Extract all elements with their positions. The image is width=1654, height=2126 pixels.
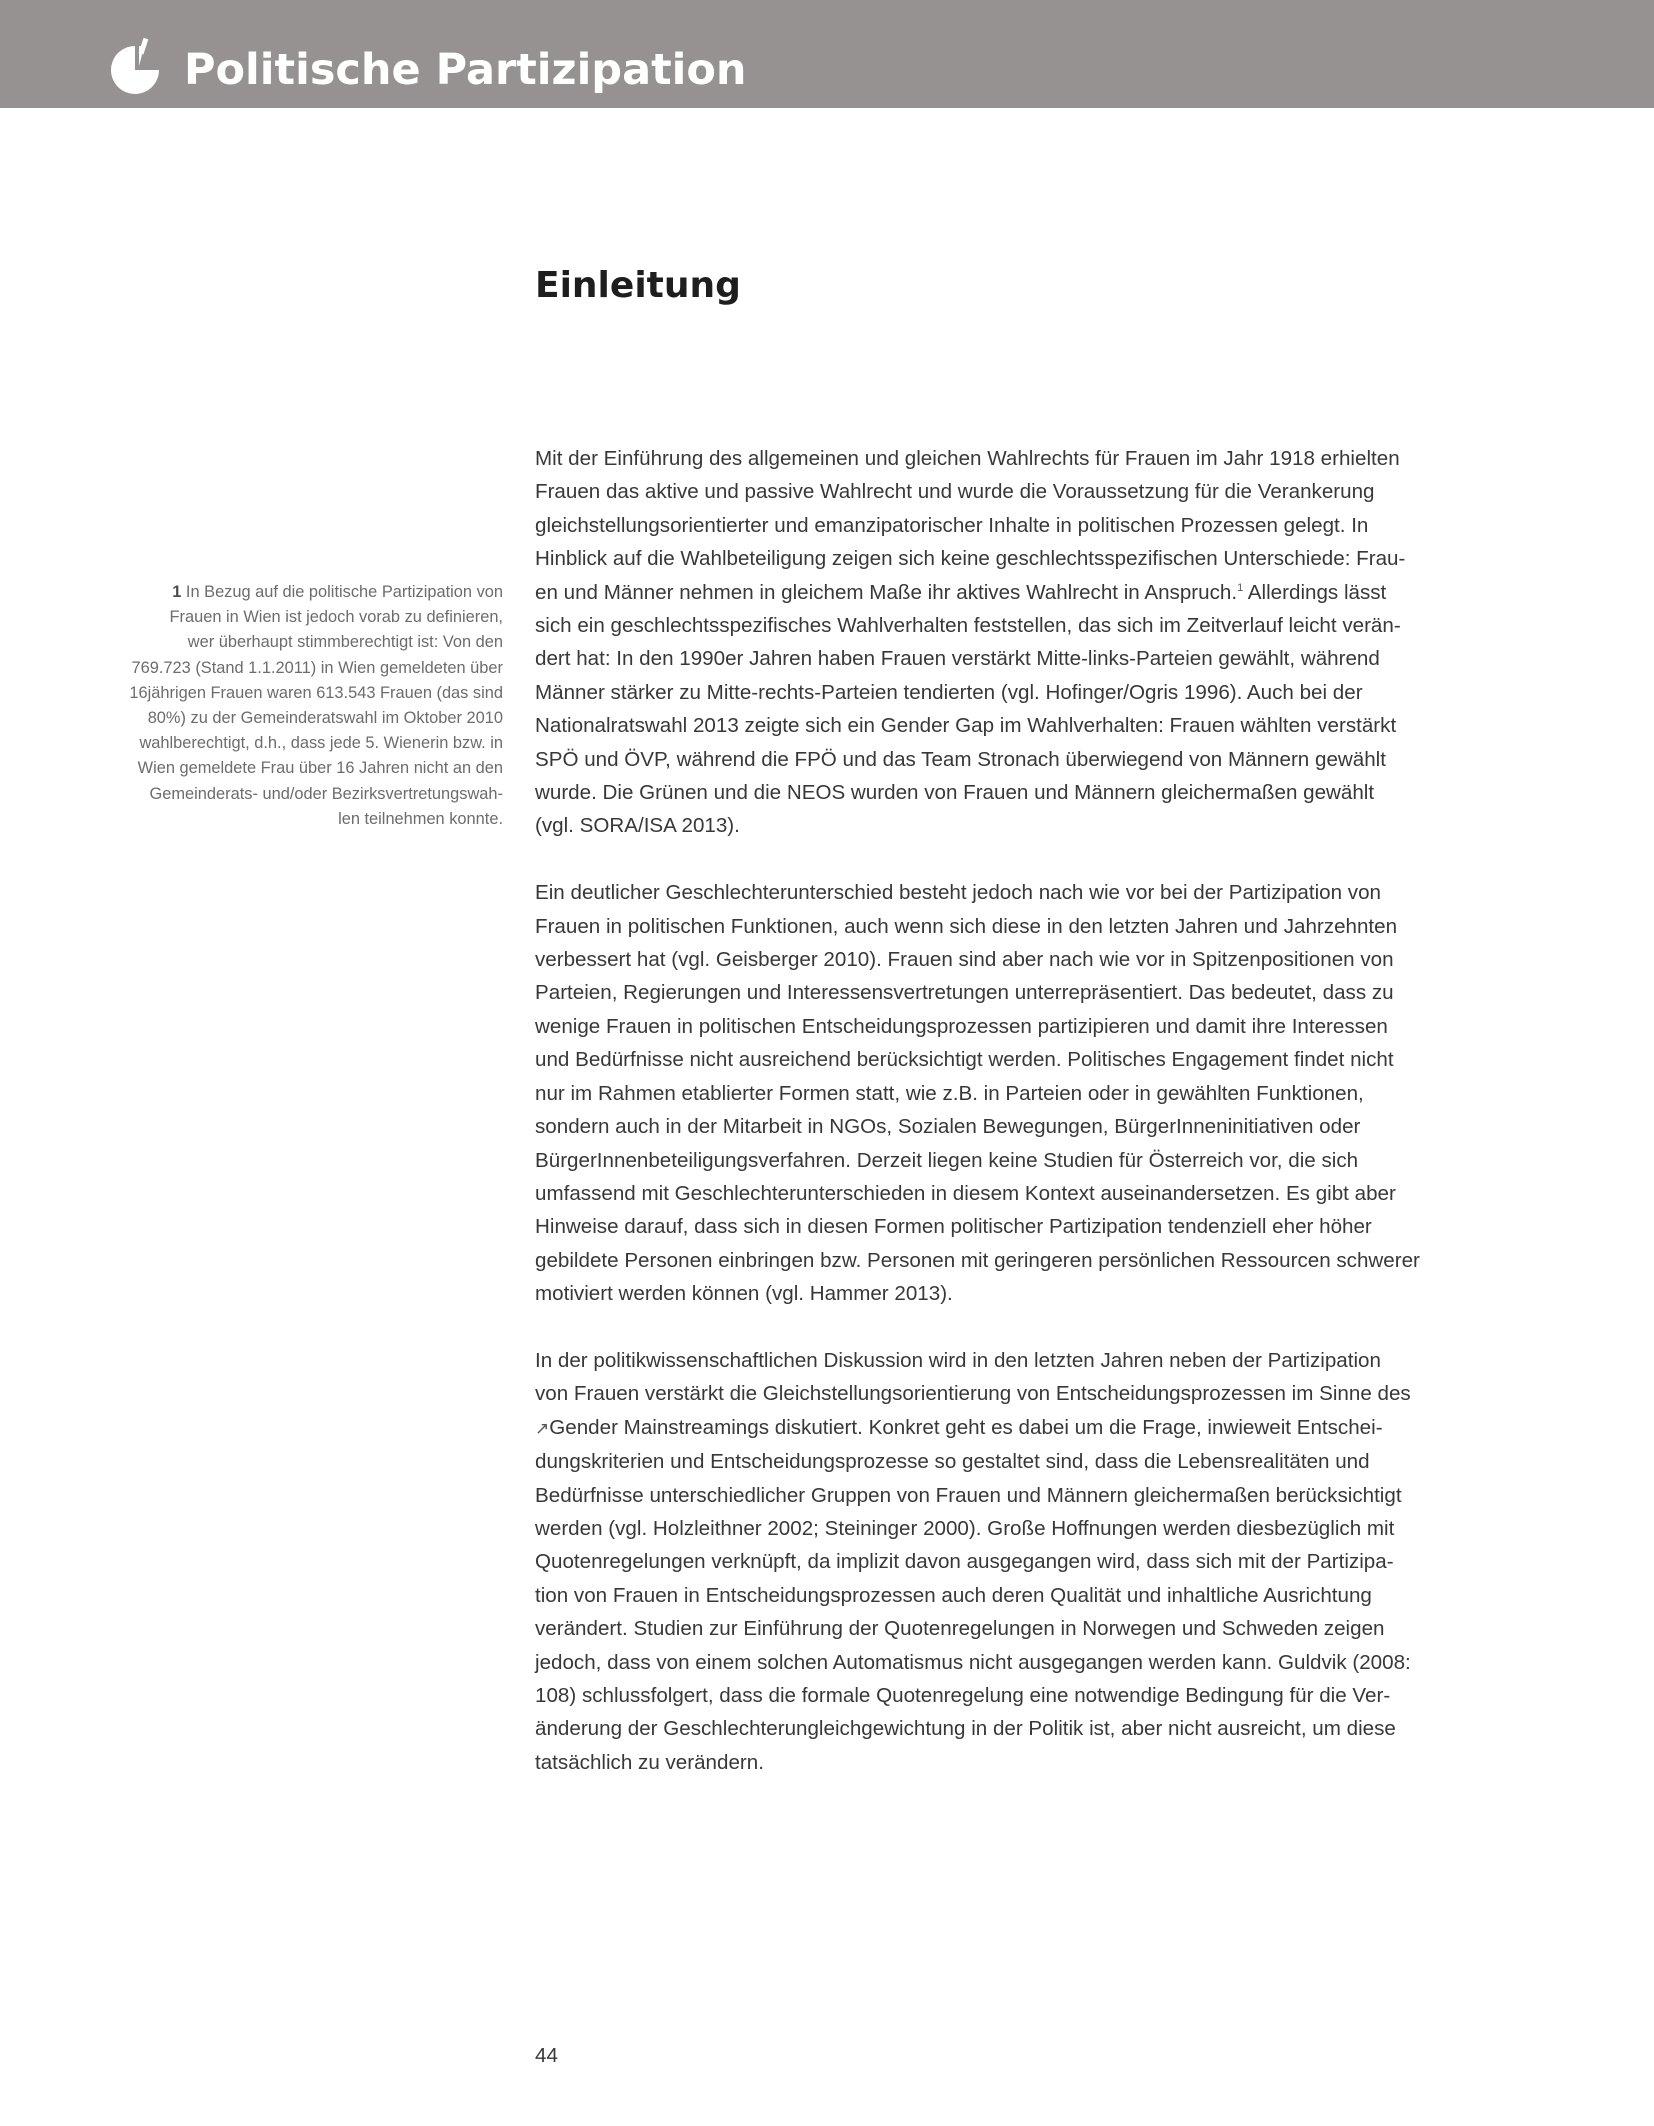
text-line: Ein deutlicher Geschlechterunterschied besteht jedoch nach wie vor bei der Partizipation von bbox=[535, 881, 1381, 905]
footnote-reference[interactable]: 1 bbox=[1237, 581, 1244, 594]
header-title: Politische Partizipation bbox=[184, 45, 747, 95]
text-line: SPÖ und ÖVP, während die FPÖ und das Team Stronach überwiegend von Männern gewählt bbox=[535, 747, 1386, 771]
text-line: und Bedürfnisse nicht ausreichend berücksichtigt werden. Politisches Engagement findet nicht bbox=[535, 1048, 1394, 1072]
text-line: 108) schlussfolgert, dass die formale Quotenregelung eine notwendige Bedingung für die Ver- bbox=[535, 1684, 1391, 1707]
glossary-arrow-icon[interactable]: ↗ bbox=[535, 1418, 550, 1438]
text-line: sondern auch in der Mitarbeit in NGOs, Sozialen Bewegungen, BürgerInneninitiativen oder bbox=[535, 1115, 1361, 1139]
text-line: nur im Rahmen etablierter Formen statt, wie z.B. in Parteien oder in gewählten Funktionen, bbox=[535, 1081, 1364, 1105]
footnote-line: 769.723 (Stand 1.1.2011) in Wien gemeldeten über bbox=[131, 658, 503, 677]
body-text bbox=[535, 442, 1485, 1813]
text-line: Nationalratswahl 2013 zeigte sich ein Gender Gap im Wahlverhalten: Frauen wählten verstärkt bbox=[535, 714, 1397, 738]
text-line: dungskriterien und Entscheidungsprozesse so gestaltet sind, dass die Lebensrealitäten und bbox=[535, 1450, 1370, 1474]
text-line: verbessert hat (vgl. Geisberger 2010). Frauen sind aber nach wie vor in Spitzenpositionen von bbox=[535, 948, 1394, 972]
section-heading: Einleitung bbox=[535, 265, 741, 306]
footnote bbox=[110, 580, 503, 832]
text-line: tion von Frauen in Entscheidungsprozessen auch deren Qualität und inhaltliche Ausrichtung bbox=[535, 1583, 1372, 1607]
paragraph-2 bbox=[535, 876, 1485, 1310]
text-line: Bedürfnisse unterschiedlicher Gruppen von Frauen und Männern gleichermaßen berücksichtigt bbox=[535, 1483, 1402, 1507]
text-line: sich ein geschlechtsspezifisches Wahlverhalten feststellen, das sich im Zeitverlauf leicht verän- bbox=[535, 614, 1401, 638]
text-line: ↗Gender Mainstreamings diskutiert. Konkret geht es dabei um die Frage, inwieweit Entschei- bbox=[535, 1415, 1383, 1439]
footnote-line: Gemeinderats- und/oder Bezirksvertretungswah- bbox=[149, 784, 503, 803]
text-line: Frauen das aktive und passive Wahlrecht und wurde die Voraussetzung für die Verankerung bbox=[535, 480, 1375, 504]
text-line: verändert. Studien zur Einführung der Quotenregelungen in Norwegen und Schweden zeigen bbox=[535, 1617, 1385, 1641]
text-line: In der politikwissenschaftlichen Diskussion wird in den letzten Jahren neben der Partizipation bbox=[535, 1348, 1381, 1372]
text-line: motiviert werden können (vgl. Hammer 2013). bbox=[535, 1282, 953, 1306]
text-line: änderung der Geschlechterungleichgewichtung in der Politik ist, aber nicht ausreicht, um diese bbox=[535, 1717, 1396, 1741]
text-line: Frauen in politischen Funktionen, auch wenn sich diese in den letzten Jahren und Jahrzehnten bbox=[535, 914, 1398, 938]
page-number: 44 bbox=[535, 2044, 558, 2067]
footnote-line: 80%) zu der Gemeinderatswahl im Oktober 2010 bbox=[147, 709, 503, 728]
footnote-line: wahlberechtigt, d.h., dass jede 5. Wienerin bzw. in bbox=[139, 734, 503, 753]
text-line: Hinblick auf die Wahlbeteiligung zeigen sich keine geschlechtsspezifischen Unterschiede: Frau- bbox=[535, 547, 1406, 571]
footnote-line: 1 In Bezug auf die politische Partizipation von bbox=[172, 583, 503, 601]
text-line: (vgl. SORA/ISA 2013). bbox=[535, 814, 740, 838]
paragraph-1 bbox=[535, 442, 1485, 843]
text-line: jedoch, dass von einem solchen Automatismus nicht ausgegangen werden kann. Guldvik (2008: bbox=[535, 1650, 1411, 1674]
text-line: wenige Frauen in politischen Entscheidungsprozessen partizipieren und damit ihre Interessen bbox=[535, 1014, 1388, 1038]
pie-chart-icon bbox=[108, 36, 162, 94]
footnote-line: Wien gemeldete Frau über 16 Jahren nicht an den bbox=[137, 759, 503, 778]
footnote-line: 16jährigen Frauen waren 613.543 Frauen (das sind bbox=[129, 683, 503, 702]
text-line: Mit der Einführung des allgemeinen und gleichen Wahlrechts für Frauen im Jahr 1918 erhielten bbox=[535, 447, 1400, 470]
text-line: werden (vgl. Holzleithner 2002; Steininger 2000). Große Hoffnungen werden diesbezüglich mit bbox=[535, 1516, 1395, 1540]
text-line: gleichstellungsorientierter und emanzipatorischer Inhalte in politischen Prozessen gelegt. In bbox=[535, 513, 1369, 537]
text-line: Parteien, Regierungen und Interessensvertretungen unterrepräsentiert. Das bedeutet, dass zu bbox=[535, 981, 1394, 1005]
text-line: umfassend mit Geschlechterunterschieden in diesem Kontext auseinandersetzen. Es gibt aber bbox=[535, 1181, 1396, 1205]
text-line: tatsächlich zu verändern. bbox=[535, 1750, 764, 1774]
text-line: wurde. Die Grünen und die NEOS wurden von Frauen und Männern gleichermaßen gewählt bbox=[535, 781, 1375, 805]
text-line: dert hat: In den 1990er Jahren haben Frauen verstärkt Mitte-links-Parteien gewählt, während bbox=[535, 647, 1380, 671]
footnote-line: wer überhaupt stimmberechtigt ist: Von den bbox=[187, 633, 503, 652]
text-line: Hinweise darauf, dass sich in diesen Formen politischer Partizipation tendenziell eher höher bbox=[535, 1215, 1372, 1239]
footnote-line: Frauen in Wien ist jedoch vorab zu definieren, bbox=[169, 608, 503, 627]
footnote-number: 1 bbox=[172, 583, 182, 601]
text-line: gebildete Personen einbringen bzw. Personen mit geringeren persönlichen Ressourcen schwerer bbox=[535, 1248, 1420, 1272]
text-line: BürgerInnenbeteiligungsverfahren. Derzeit liegen keine Studien für Österreich vor, die sich bbox=[535, 1148, 1359, 1172]
paragraph-3 bbox=[535, 1344, 1485, 1779]
text-line: Männer stärker zu Mitte-rechts-Parteien tendierten (vgl. Hofinger/Ogris 1996). Auch bei der bbox=[535, 680, 1363, 704]
footnote-line: len teilnehmen konnte. bbox=[338, 809, 503, 828]
header-bar bbox=[0, 0, 1654, 108]
text-line: en und Männer nehmen in gleichem Maße ihr aktives Wahlrecht in Anspruch.$^1$ Allerdings lässt bbox=[535, 580, 1387, 604]
text-line: Quotenregelungen verknüpft, da implizit davon ausgegangen wird, dass sich mit der Partizipa- bbox=[535, 1550, 1394, 1574]
text-line: von Frauen verstärkt die Gleichstellungsorientierung von Entscheidungsprozessen im Sinne des bbox=[535, 1382, 1411, 1406]
